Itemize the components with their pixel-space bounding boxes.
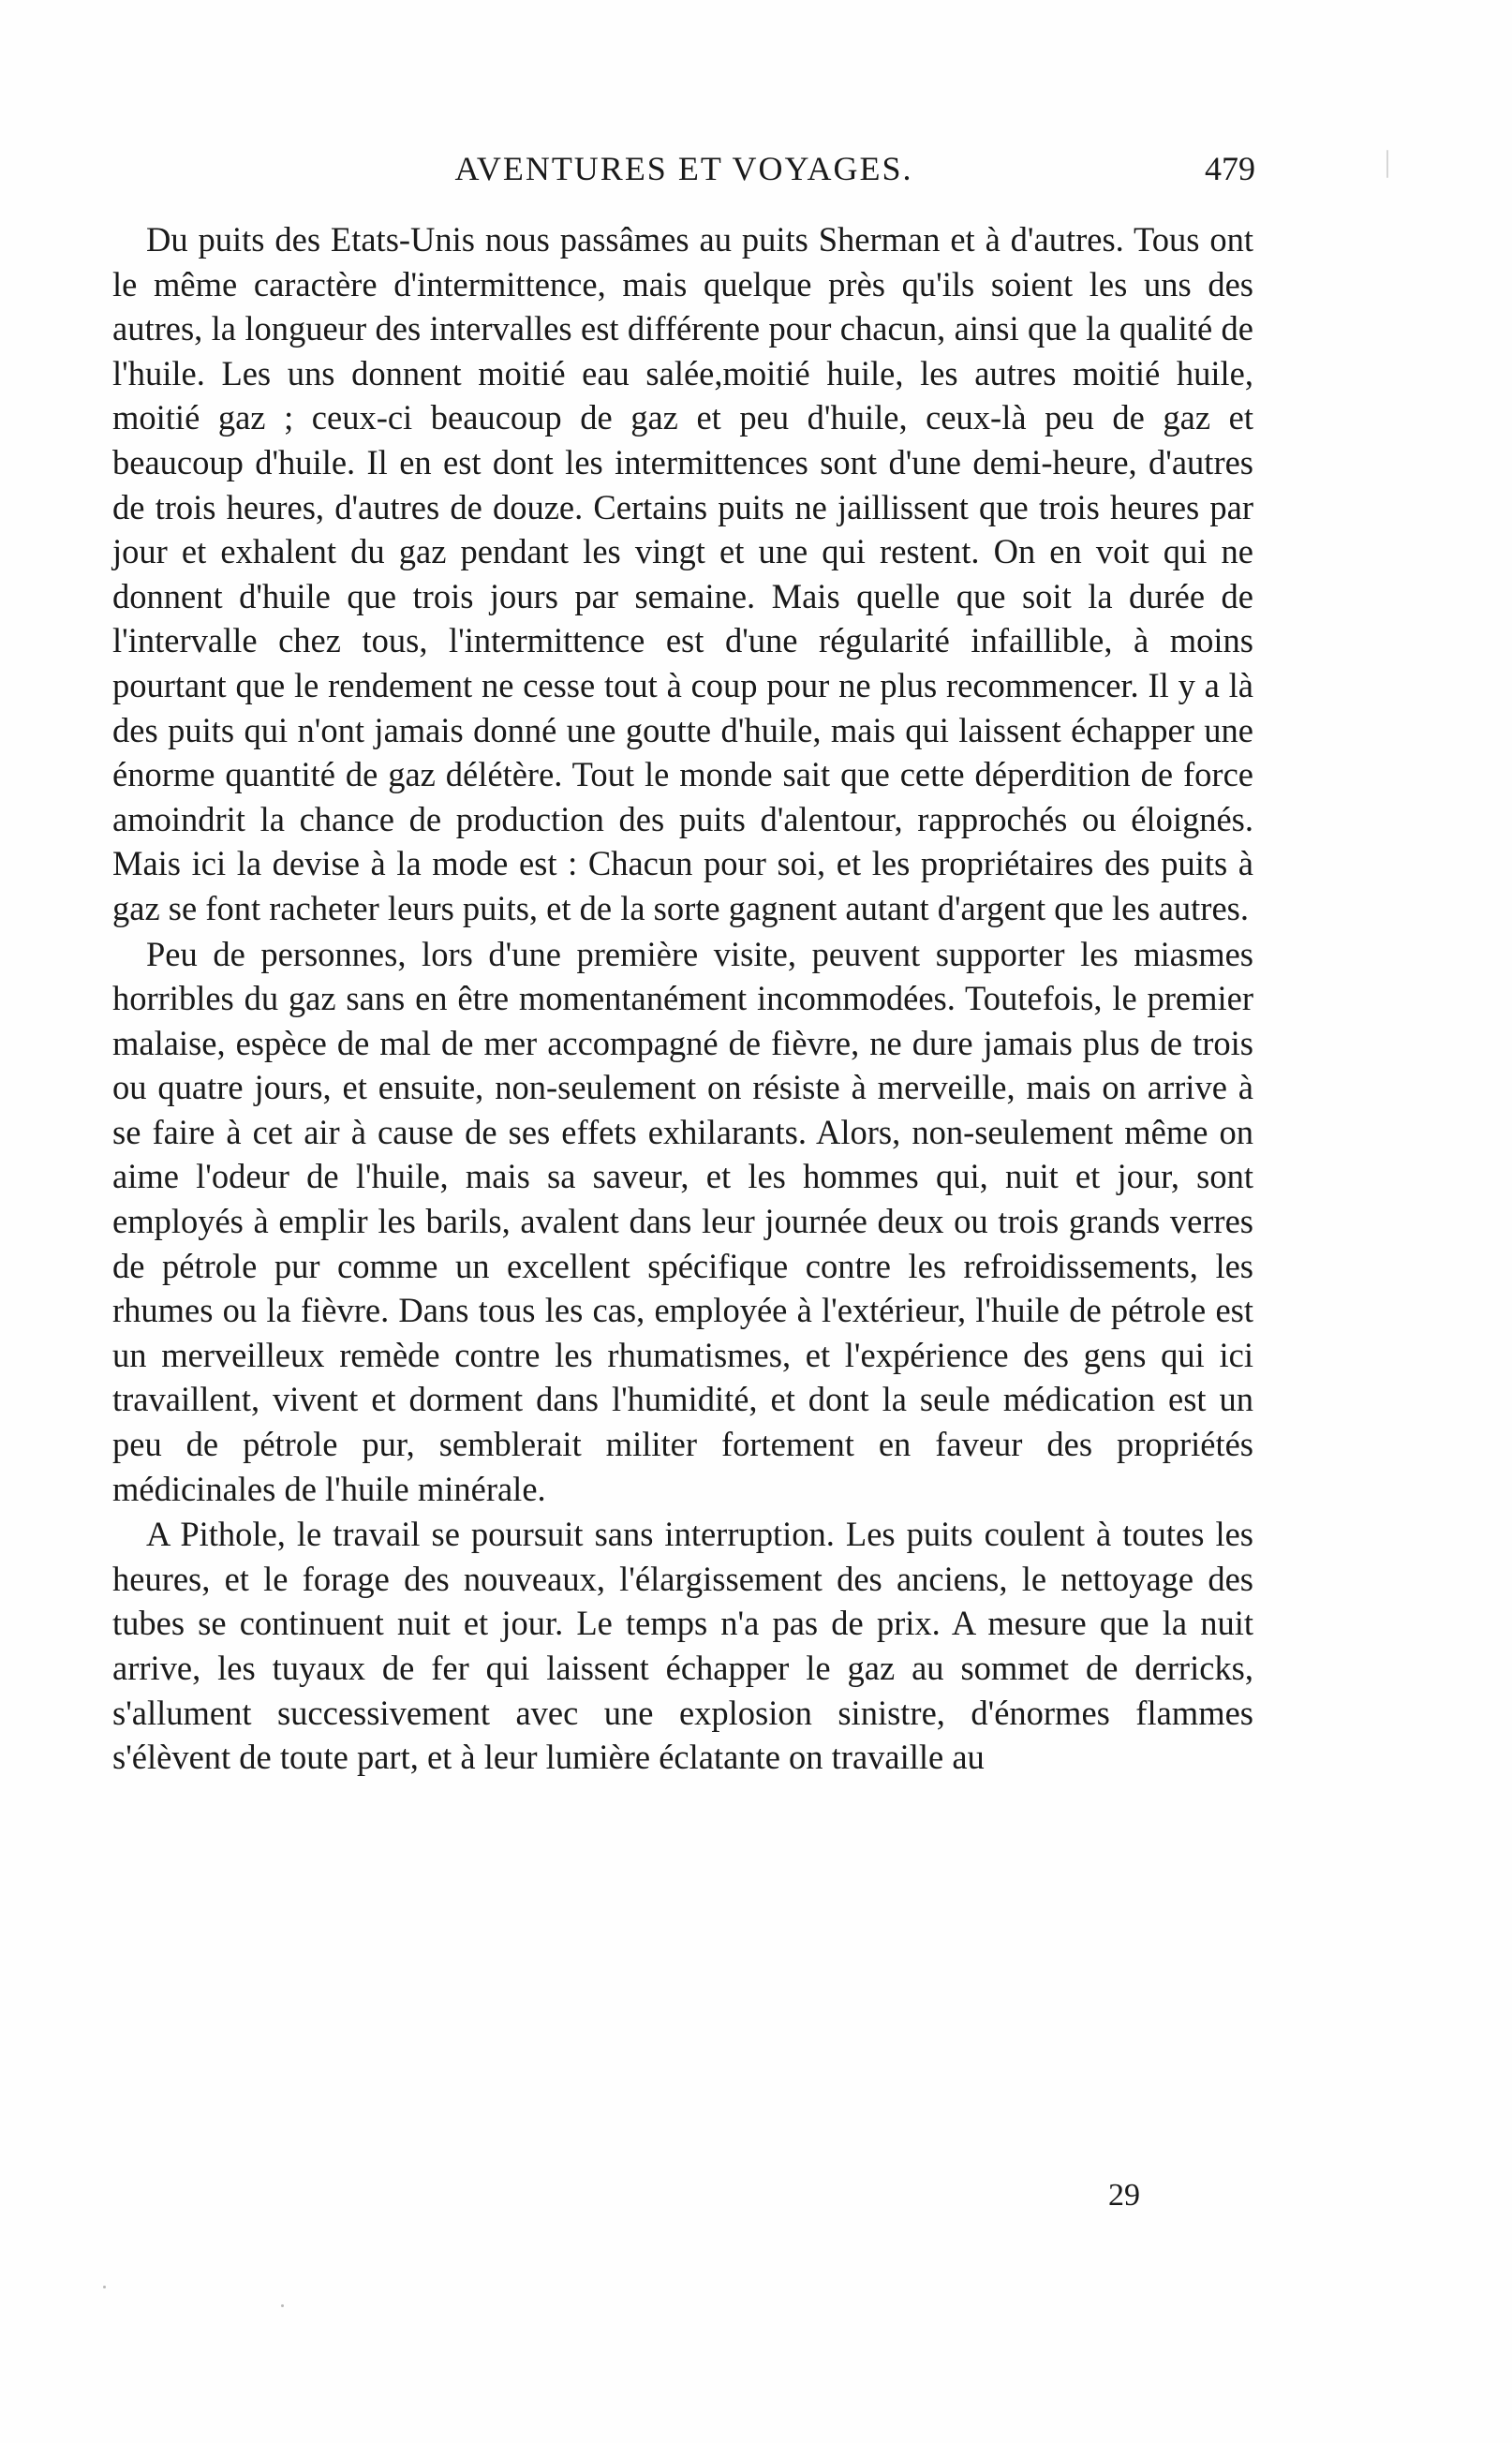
running-head bbox=[112, 141, 1255, 197]
paper-speck bbox=[1386, 150, 1388, 178]
signature-mark: 29 bbox=[1108, 2178, 1140, 2213]
paragraph-3: A Pithole, le travail se poursuit sans interruption. Les puits coulent à toutes les heures, et le forage des nouveaux, l'élargissement des anciens, le nettoyage des tubes se continuent nuit et jour. Le temps n'a pas de prix. A mesure que la nuit arrive, les tuyaux de fer qui laissent échapper le gaz au sommet de derricks, s'allument successivement avec une explosion sinistre, d'énormes flammes s'élèvent de toute part, et à leur lumière éclatante on travaille au bbox=[112, 1515, 1253, 1777]
paragraph-2: Peu de personnes, lors d'une première visite, peuvent supporter les miasmes horribles du gaz sans en être momentanément incommodées. Toutefois, le premier malaise, espèce de mal de mer accompagné de fièvre, ne dure jamais plus de trois ou quatre jours, et ensuite, non-seulement on résiste à merveille, mais on arrive à se faire à cet air à cause de ses effets exhilarants. Alors, non-seulement même on aime l'odeur de l'huile, mais sa saveur, et les hommes qui, nuit et jour, sont employés à emplir les barils, avalent dans leur journée deux ou trois grands verres de pétrole pur comme un excellent spécifique contre les refroidissements, les rhumes ou la fièvre. Dans tous les cas, employée à l'extérieur, l'huile de pétrole est un merveilleux remède contre les rhumatismes, et l'expérience des gens qui ici travaillent, vivent et dorment dans l'humidité, et dont la seule médication est un peu de pétrole pur, semblerait militer fortement en faveur des propriétés médicinales de l'huile minérale. bbox=[112, 934, 1253, 1508]
running-title: AVENTURES ET VOYAGES. bbox=[454, 150, 913, 187]
body-text bbox=[112, 217, 1253, 1780]
paper-speck bbox=[103, 2286, 106, 2288]
paragraph-1: Du puits des Etats-Unis nous passâmes au puits Sherman et à d'autres. Tous ont le même caractère d'intermittence, mais quelque près qu'ils soient les uns des autres, la longueur des intervalles est différente pour chacun, ainsi que la qualité de l'huile. Les uns donnent moitié eau salée,moitié huile, les autres moitié huile, moitié gaz ; ceux-ci beaucoup de gaz et peu d'huile, ceux-là peu de gaz et beaucoup d'huile. Il en est dont les intermittences sont d'une demi-heure, d'autres de trois heures, d'autres de douze. Certains puits ne jaillissent que trois heures par jour et exhalent du gaz pendant les vingt et une qui restent. On en voit qui ne donnent d'huile que trois jours par semaine. Mais quelle que soit la durée de l'intervalle chez tous, l'intermittence est d'une régularité infaillible, à moins pourtant que le rendement ne cesse tout à coup pour ne plus recommencer. Il y a là des puits qui n'ont jamais donné une goutte d'huile, mais qui laissent échapper une énorme quantité de gaz délétère. Tout le monde sait que cette déperdition de force amoindrit la chance de production des puits d'alentour, rapprochés ou éloignés. Mais ici la devise à la mode est : Chacun pour soi, et les propriétaires des puits à gaz se font racheter leurs puits, et de la sorte gagnent autant d'argent que les autres. bbox=[112, 220, 1253, 927]
paper-speck bbox=[281, 2304, 284, 2307]
page-number: 479 bbox=[1205, 150, 1255, 187]
